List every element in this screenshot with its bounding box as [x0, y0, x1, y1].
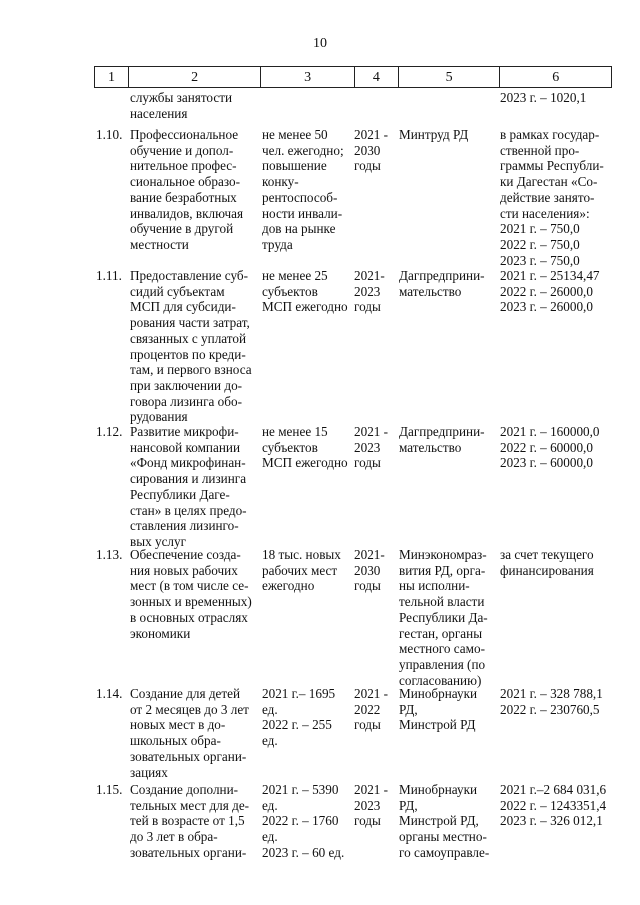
header-col-5: 5 — [399, 67, 501, 87]
indicator: 18 тыс. новых рабочих мест ежегодно — [262, 547, 341, 594]
term: 2021 - 2023 годы — [354, 782, 389, 829]
row-number: 1.11. — [96, 268, 122, 283]
header-col-3: 3 — [261, 67, 355, 87]
row-number: 1.10. — [96, 127, 123, 142]
measure-name: Профессиональное обучение и допол- нительное профес- сиональное образо- вание безработных инвалидов, включая обучение в другой местности — [130, 127, 244, 252]
header-col-1: 1 — [95, 67, 129, 87]
term: 2021 - 2022 годы — [354, 686, 389, 733]
executor: Минобрнауки РД, Минстрой РД, органы местно- го самоуправле- — [399, 782, 490, 860]
header-col-6: 6 — [552, 70, 560, 85]
indicator: не менее 50 чел. ежегодно; повышение конку- рентоспособ- ности инвали- дов на рынке труда — [262, 127, 344, 252]
row-number: 1.12. — [96, 424, 123, 439]
row-number: 1.14. — [96, 686, 123, 701]
financing: 2021 г. – 328 788,1 2022 г. – 230760,5 — [500, 686, 603, 717]
page-number: 10 — [313, 36, 327, 51]
term: 2021 - 2023 годы — [354, 424, 389, 471]
executor: Минэкономраз- вития РД, орга- ны исполни- тельной власти Республики Да- гестан, органы местного само- управления (по согласованию) — [399, 547, 488, 688]
financing: 2021 г. – 160000,0 2022 г. – 60000,0 2023 г. – 60000,0 — [500, 424, 600, 471]
measure-name: Развитие микрофи- нансовой компании «Фонд микрофинан- сирования и лизинга Республики Даге- стан» в целях предо- ставления лизинго- вых услуг — [130, 424, 247, 549]
measure-name: службы занятости населения — [130, 90, 233, 121]
measure-name: Создание дополни- тельных мест для де- тей в возрасте от 1,5 до 3 лет в обра- зовательных органи- — [130, 782, 250, 860]
indicator: 2021 г. – 5390 ед. 2022 г. – 1760 ед. 2023 г. – 60 ед. — [262, 782, 345, 860]
measure-name: Обеспечение созда- ния новых рабочих мест (в том числе се- зонных и временных) в основных отраслях экономики — [130, 547, 252, 641]
row-number: 1.15. — [96, 782, 123, 797]
financing: 2023 г. – 1020,1 — [500, 90, 587, 105]
term: 2021- 2023 годы — [354, 268, 385, 315]
indicator: не менее 15 субъектов МСП ежегодно — [262, 424, 348, 471]
executor: Минобрнауки РД, Минстрой РД — [399, 686, 478, 733]
executor: Дагпредприни- мательство — [399, 424, 485, 455]
financing: 2021 г.–2 684 031,6 2022 г. – 1243351,4 2023 г. – 326 012,1 — [500, 782, 607, 829]
term: 2021- 2030 годы — [354, 547, 385, 594]
table-header-grid — [94, 66, 612, 88]
executor: Минтруд РД — [399, 127, 469, 142]
financing: за счет текущего финансирования — [500, 547, 594, 578]
header-col-2: 2 — [129, 67, 261, 87]
financing: 2021 г. – 25134,47 2022 г. – 26000,0 2023 г. – 26000,0 — [500, 268, 600, 315]
measure-name: Предоставление суб- сидий субъектам МСП для субсиди- рования части затрат, связанных с уплатой процентов по креди- там, и первого взноса при заключении до- говора лизинга обо- рудования — [130, 268, 252, 425]
header-col-4: 4 — [355, 67, 399, 87]
measure-name: Создание для детей от 2 месяцев до 3 лет новых мест в до- школьных обра- зовательных органи- зациях — [130, 686, 249, 780]
financing: в рамках государ- ственной про- граммы Республи- ки Дагестан «Со- действие занято- сти населения»: 2021 г. – 750,0 2022 г. – 750,0 2023 г. – 750,0 — [500, 127, 604, 268]
term: 2021 - 2030 годы — [354, 127, 389, 174]
executor: Дагпредприни- мательство — [399, 268, 485, 299]
indicator: 2021 г.– 1695 ед. 2022 г. – 255 ед. — [262, 686, 336, 749]
indicator: не менее 25 субъектов МСП ежегодно — [262, 268, 348, 315]
table-header — [94, 66, 612, 88]
row-number: 1.13. — [96, 547, 123, 562]
